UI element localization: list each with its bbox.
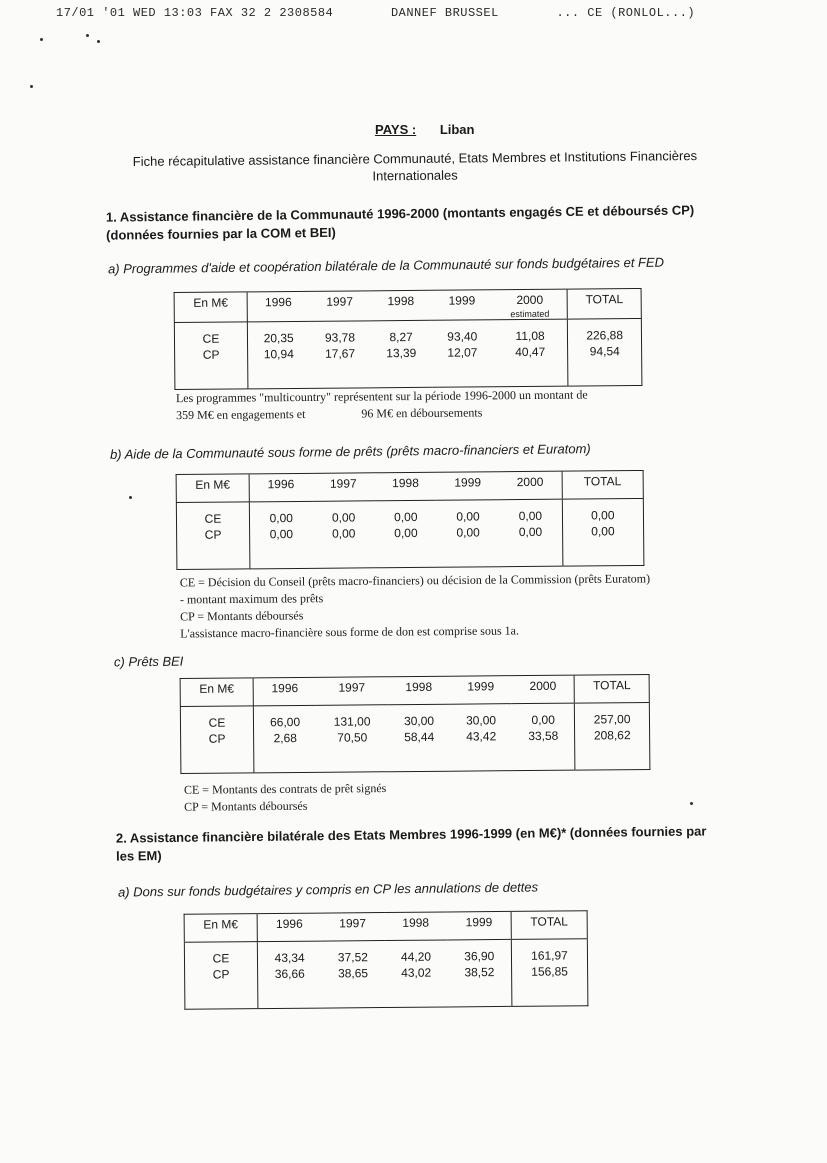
value-cell: 0,00 33,58 xyxy=(528,712,559,744)
estimated-label: estimated xyxy=(510,308,550,320)
note-line: CE = Décision du Conseil (prêts macro-financiers) ou décision de la Commission (prêts Euratom) xyxy=(179,571,651,590)
year-header: 1998 xyxy=(388,676,450,705)
loan-notes xyxy=(180,570,741,643)
year-header: 2000 xyxy=(499,471,562,500)
total-header: TOTAL xyxy=(562,470,644,499)
table-2a xyxy=(184,910,589,1010)
table-unit: En M€ xyxy=(184,914,257,943)
value-cell: 11,08 40,47 xyxy=(515,328,546,360)
row-labels: CE CP xyxy=(184,942,258,1010)
scan-speck xyxy=(40,38,43,41)
section-2a-title: a) Dons sur fonds budgétaires y compris en CP les annulations de dettes xyxy=(117,879,539,900)
year-header: 1996 xyxy=(253,677,316,706)
value-cell: 20,35 10,94 xyxy=(263,330,294,362)
note-line: 359 M€ en engagements et 96 M€ en déboursements xyxy=(176,405,483,423)
total-header: TOTAL xyxy=(511,911,587,940)
scan-speck xyxy=(86,34,89,37)
bei-notes xyxy=(184,778,584,815)
scan-speck xyxy=(129,496,132,499)
year-header: 1998 xyxy=(370,290,431,321)
value-cell: 0,00 0,00 xyxy=(331,510,356,541)
total-cell: 226,88 94,54 xyxy=(568,318,642,386)
value-cell: 8,27 13,39 xyxy=(386,329,417,361)
value-cell: 0,00 0,00 xyxy=(518,508,543,540)
year-header: 1999 xyxy=(437,472,499,501)
value-cell: 0,00 0,00 xyxy=(394,509,418,541)
fax-header-right: ... CE (RONLOL...) xyxy=(556,6,696,20)
year-header: 2000 xyxy=(516,292,544,308)
total-cell: 257,00 208,62 xyxy=(575,702,650,770)
section-1c-title: c) Prêts BEI xyxy=(113,653,184,670)
value-cell: 93,78 17,67 xyxy=(324,330,356,361)
note-line: CE = Montants des contrats de prêt signés xyxy=(183,780,387,797)
value-cell: 44,20 43,02 xyxy=(400,949,432,980)
table-unit: En M€ xyxy=(180,678,253,707)
year-header-2000 xyxy=(492,289,567,320)
value-cell: 37,52 38,65 xyxy=(337,950,369,981)
fax-header-date: 17/01 '01 WED 13:03 FAX 32 2 2308584 xyxy=(56,6,334,20)
total-header: TOTAL xyxy=(574,674,649,703)
value-cell: 30,00 58,44 xyxy=(403,713,435,745)
year-header: 1997 xyxy=(309,291,370,322)
year-header: 1999 xyxy=(431,290,492,321)
year-header: 2000 xyxy=(512,675,575,704)
year-header: 1996 xyxy=(249,473,312,502)
total-cell: 0,00 0,00 xyxy=(562,498,644,566)
value-cell: 131,00 70,50 xyxy=(333,714,371,745)
scan-speck xyxy=(690,802,693,805)
year-header: 1998 xyxy=(374,472,436,501)
year-header: 1998 xyxy=(384,912,447,941)
year-header: 1997 xyxy=(316,677,388,706)
note-line: CP = Montants déboursés xyxy=(184,798,308,814)
value-cell: 66,00 2,68 xyxy=(270,715,301,746)
value-cell: 30,00 43,42 xyxy=(465,713,497,744)
year-header: 1996 xyxy=(257,913,321,942)
row-labels: CE CP xyxy=(180,706,254,774)
fax-header xyxy=(56,6,745,20)
section-2-title: 2. Assistance financière bilatérale des Etats Membres 1996-1999 (en M€)* (données fournies par les EM) xyxy=(115,823,707,864)
note-line: Les programmes "multicountry" représentent sur la période 1996-2000 un montant de xyxy=(175,387,588,406)
country-value: Liban xyxy=(439,122,475,137)
year-header: 1999 xyxy=(447,911,511,940)
total-cell: 161,97 156,85 xyxy=(511,939,588,1007)
year-header: 1996 xyxy=(247,291,309,322)
scan-speck xyxy=(30,85,33,88)
table-unit: En M€ xyxy=(174,292,247,323)
value-cell: 0,00 0,00 xyxy=(269,511,294,542)
fax-header-sender: DANNEF BRUSSEL xyxy=(390,6,499,20)
note-line: - montant maximum des prêts xyxy=(179,591,324,607)
value-cell: 43,34 36,66 xyxy=(274,950,305,981)
row-labels: CE CP xyxy=(174,322,248,390)
country-label: PAYS : xyxy=(375,122,417,137)
table-1b xyxy=(176,470,645,570)
section-1b-title: b) Aide de la Communauté sous forme de prêts (prêts macro-financiers et Euratom) xyxy=(109,441,591,462)
document-subtitle: Fiche récapitulative assistance financière Communauté, Etats Membres et Institutions Financières Internationales xyxy=(132,148,698,184)
section-1a-title: a) Programmes d'aide et coopération bilatérale de la Communauté sur fonds budgétaires et FED xyxy=(107,254,665,277)
year-header: 1997 xyxy=(312,473,374,502)
total-header: TOTAL xyxy=(567,288,641,319)
multicountry-note xyxy=(176,386,656,424)
row-labels: CE CP xyxy=(176,502,250,570)
table-1c xyxy=(180,674,651,774)
scan-speck xyxy=(97,40,100,43)
year-header: 1999 xyxy=(450,676,512,705)
note-line: L'assistance macro-financière sous forme de don est comprise sous 1a. xyxy=(180,623,519,641)
value-cell: 93,40 12,07 xyxy=(447,329,478,360)
value-cell: 36,90 38,52 xyxy=(464,949,495,980)
value-cell: 0,00 0,00 xyxy=(456,509,480,540)
section-1-title: 1. Assistance financière de la Communauté 1996-2000 (montants engagés CE et déboursés CP) (données fournies par la COM et BEI) xyxy=(105,202,695,243)
year-header: 1997 xyxy=(321,913,384,942)
table-1a xyxy=(174,288,643,390)
country-heading xyxy=(375,122,474,137)
table-unit: En M€ xyxy=(176,474,249,503)
note-line: CP = Montants déboursés xyxy=(180,608,304,624)
